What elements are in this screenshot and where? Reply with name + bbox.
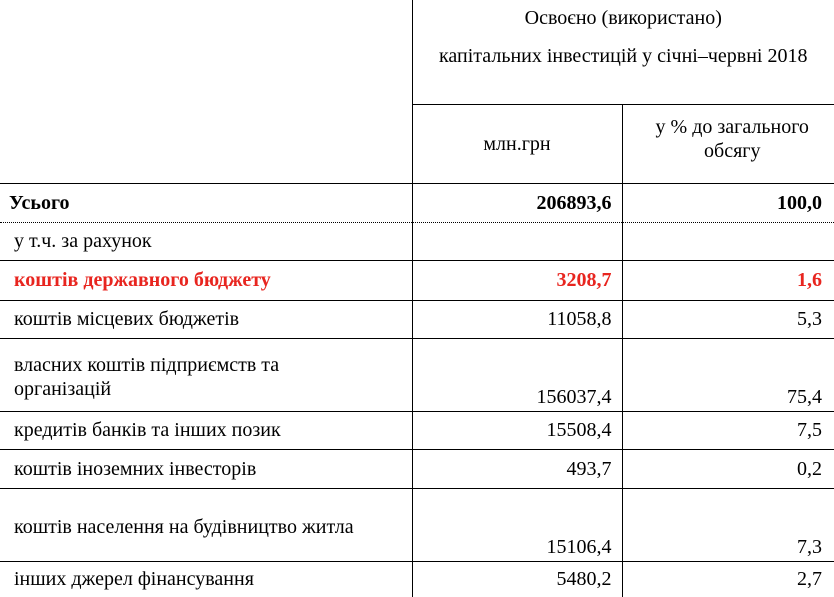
header-empty-cell [0, 0, 412, 183]
table-row [0, 411, 834, 449]
table-row [0, 561, 834, 597]
row-pct: 0,2 [622, 449, 834, 488]
row-label: коштів державного бюджету [0, 260, 412, 300]
table-row [0, 183, 834, 222]
row-value: 156037,4 [412, 338, 622, 411]
header-mln: млн.грн [412, 104, 622, 183]
header-line1: Освоєно (використано) [413, 6, 834, 44]
row-value: 493,7 [412, 449, 622, 488]
row-pct: 7,5 [622, 411, 834, 449]
row-value: 11058,8 [412, 300, 622, 338]
row-value [412, 222, 622, 260]
row-pct: 5,3 [622, 300, 834, 338]
table-row [0, 449, 834, 488]
table-row [0, 488, 834, 561]
row-label: у т.ч. за рахунок [0, 222, 412, 260]
row-label: власних коштів підприємств та організацій [0, 338, 412, 411]
row-value: 15508,4 [412, 411, 622, 449]
row-pct: 75,4 [622, 338, 834, 411]
header-main-cell [412, 0, 834, 104]
table-row [0, 300, 834, 338]
row-label: коштів місцевих бюджетів [0, 300, 412, 338]
header-pct: у % до загального обсягу [622, 104, 834, 183]
row-pct: 100,0 [622, 183, 834, 222]
row-pct: 2,7 [622, 561, 834, 597]
header-line2: капітальних інвестицій у січні–червні 2018 [413, 44, 834, 68]
row-value: 5480,2 [412, 561, 622, 597]
row-value: 206893,6 [412, 183, 622, 222]
table-row [0, 222, 834, 260]
row-pct: 1,6 [622, 260, 834, 300]
header-row [0, 0, 834, 104]
table-row [0, 338, 834, 411]
row-value: 3208,7 [412, 260, 622, 300]
row-label: коштів іноземних інвесторів [0, 449, 412, 488]
row-pct [622, 222, 834, 260]
row-pct: 7,3 [622, 488, 834, 561]
row-label: Усього [0, 183, 412, 222]
row-label: коштів населення на будівництво житла [0, 488, 412, 561]
row-label: інших джерел фінансування [0, 561, 412, 597]
row-label: кредитів банків та інших позик [0, 411, 412, 449]
table-row [0, 260, 834, 300]
row-value: 15106,4 [412, 488, 622, 561]
